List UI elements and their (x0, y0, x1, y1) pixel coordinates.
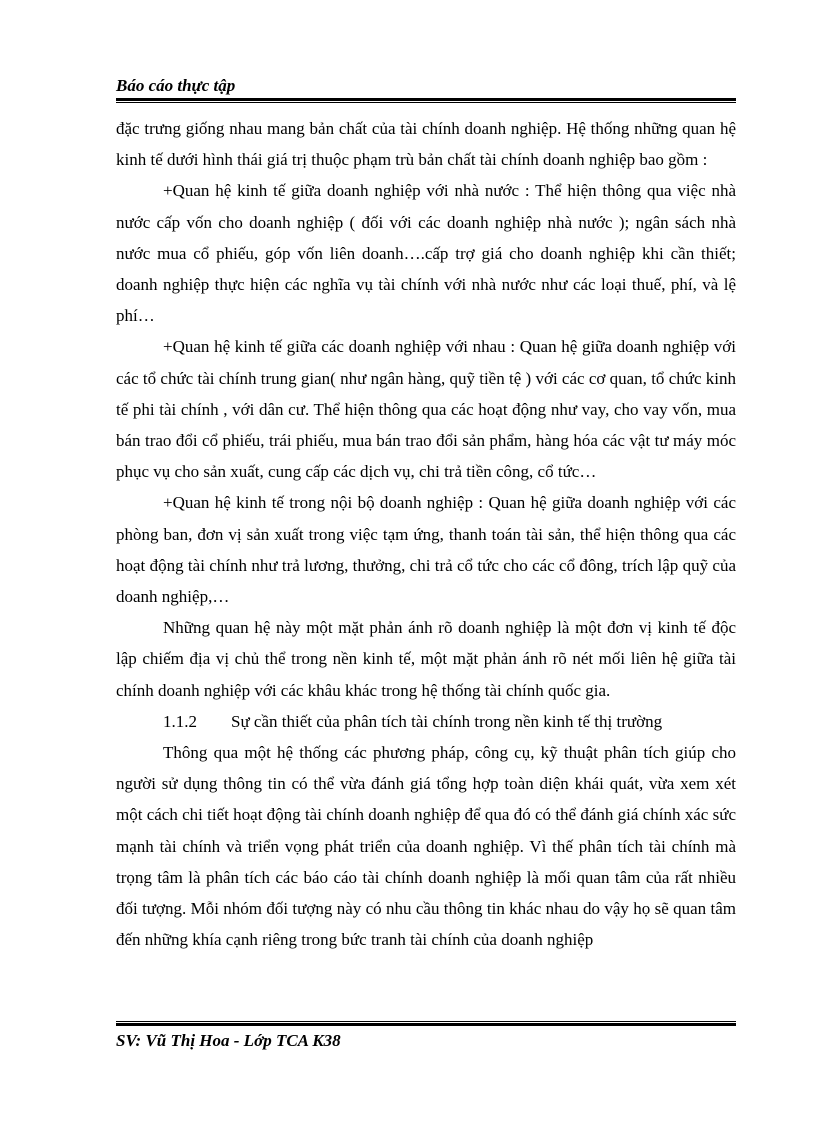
header-rule-thick (116, 98, 736, 101)
header-rule-thin (116, 102, 736, 103)
section-heading (116, 706, 736, 737)
paragraph-state-relations: +Quan hệ kinh tế giữa doanh nghiệp với nhà nước : Thể hiện thông qua việc nhà nước cấp vốn cho doanh nghiệp ( đối với các doanh nghiệp nhà nước ); ngân sách nhà nước mua cổ phiếu, góp vốn liên doanh….cấp trợ giá cho doanh nghiệp khi cần thiết; doanh nghiệp thực hiện các nghĩa vụ tài chính với nhà nước như các loại thuế, phí, và lệ phí… (116, 181, 736, 326)
section-number: 1.1.2 (163, 711, 197, 731)
paragraph-continuation: đặc trưng giống nhau mang bản chất của tài chính doanh nghiệp. Hệ thống những quan hệ kinh tế dưới hình thái giá trị thuộc phạm trù bản chất tài chính doanh nghiệp bao gồm : (116, 119, 736, 170)
page-header (116, 76, 736, 103)
footer-rule-thin (116, 1021, 736, 1022)
section-title: Sự cần thiết của phân tích tài chính trong nền kinh tế thị trường (231, 711, 663, 731)
report-title: Báo cáo thực tập (116, 76, 236, 95)
student-info: SV: Vũ Thị Hoa - Lớp TCA K38 (116, 1031, 341, 1050)
paragraph-analysis-necessity: Thông qua một hệ thống các phương pháp, công cụ, kỹ thuật phân tích giúp cho người sử dụng thông tin có thể vừa đánh giá tổng hợp toàn diện khái quát, vừa xem xét một cách chi tiết hoạt động tài chính doanh nghiệp để qua đó có thể đánh giá chính xác sức mạnh tài chính và triển vọng phát triển của doanh nghiệp. Vì thế phân tích tài chính mà trọng tâm là phân tích các báo cáo tài chính doanh nghiệp là mối quan tâm của rất nhiều đối tượng. Mỗi nhóm đối tượng này có nhu cầu thông tin khác nhau do vậy họ sẽ quan tâm đến những khía cạnh riêng trong bức tranh tài chính của doanh nghiệp (116, 743, 736, 950)
page-footer (116, 1021, 736, 1051)
footer-rule-thick (116, 1023, 736, 1026)
paragraph-summary: Những quan hệ này một mặt phản ánh rõ doanh nghiệp là một đơn vị kinh tế độc lập chiếm địa vị chủ thể trong nền kinh tế, một mặt phản ánh rõ nét mối liên hệ giữa tài chính doanh nghiệp với các khâu khác trong hệ thống tài chính quốc gia. (116, 618, 736, 700)
paragraph-enterprise-relations: +Quan hệ kinh tế giữa các doanh nghiệp với nhau : Quan hệ giữa doanh nghiệp với các tổ chức tài chính trung gian( như ngân hàng, quỹ tiền tệ ) với các cơ quan, tổ chức kinh tế phi tài chính , với dân cư. Thể hiện thông qua các hoạt động như vay, cho vay vốn, mua bán trao đổi cổ phiếu, trái phiếu, mua bán trao đổi sản phẩm, hàng hóa các vật tư máy móc phục vụ cho sản xuất, cung cấp các dịch vụ, chi trả tiền công, cổ tức… (116, 337, 736, 482)
document-body (116, 113, 736, 955)
paragraph-internal-relations: +Quan hệ kinh tế trong nội bộ doanh nghiệp : Quan hệ giữa doanh nghiệp với các phòng ban, đơn vị sản xuất trong việc tạm ứng, thanh toán tài sản, thể hiện thông qua các hoạt động tài chính như trả lương, thưởng, chi trả cổ tức cho các cổ đông, trích lập quỹ của doanh nghiệp,… (116, 493, 736, 607)
